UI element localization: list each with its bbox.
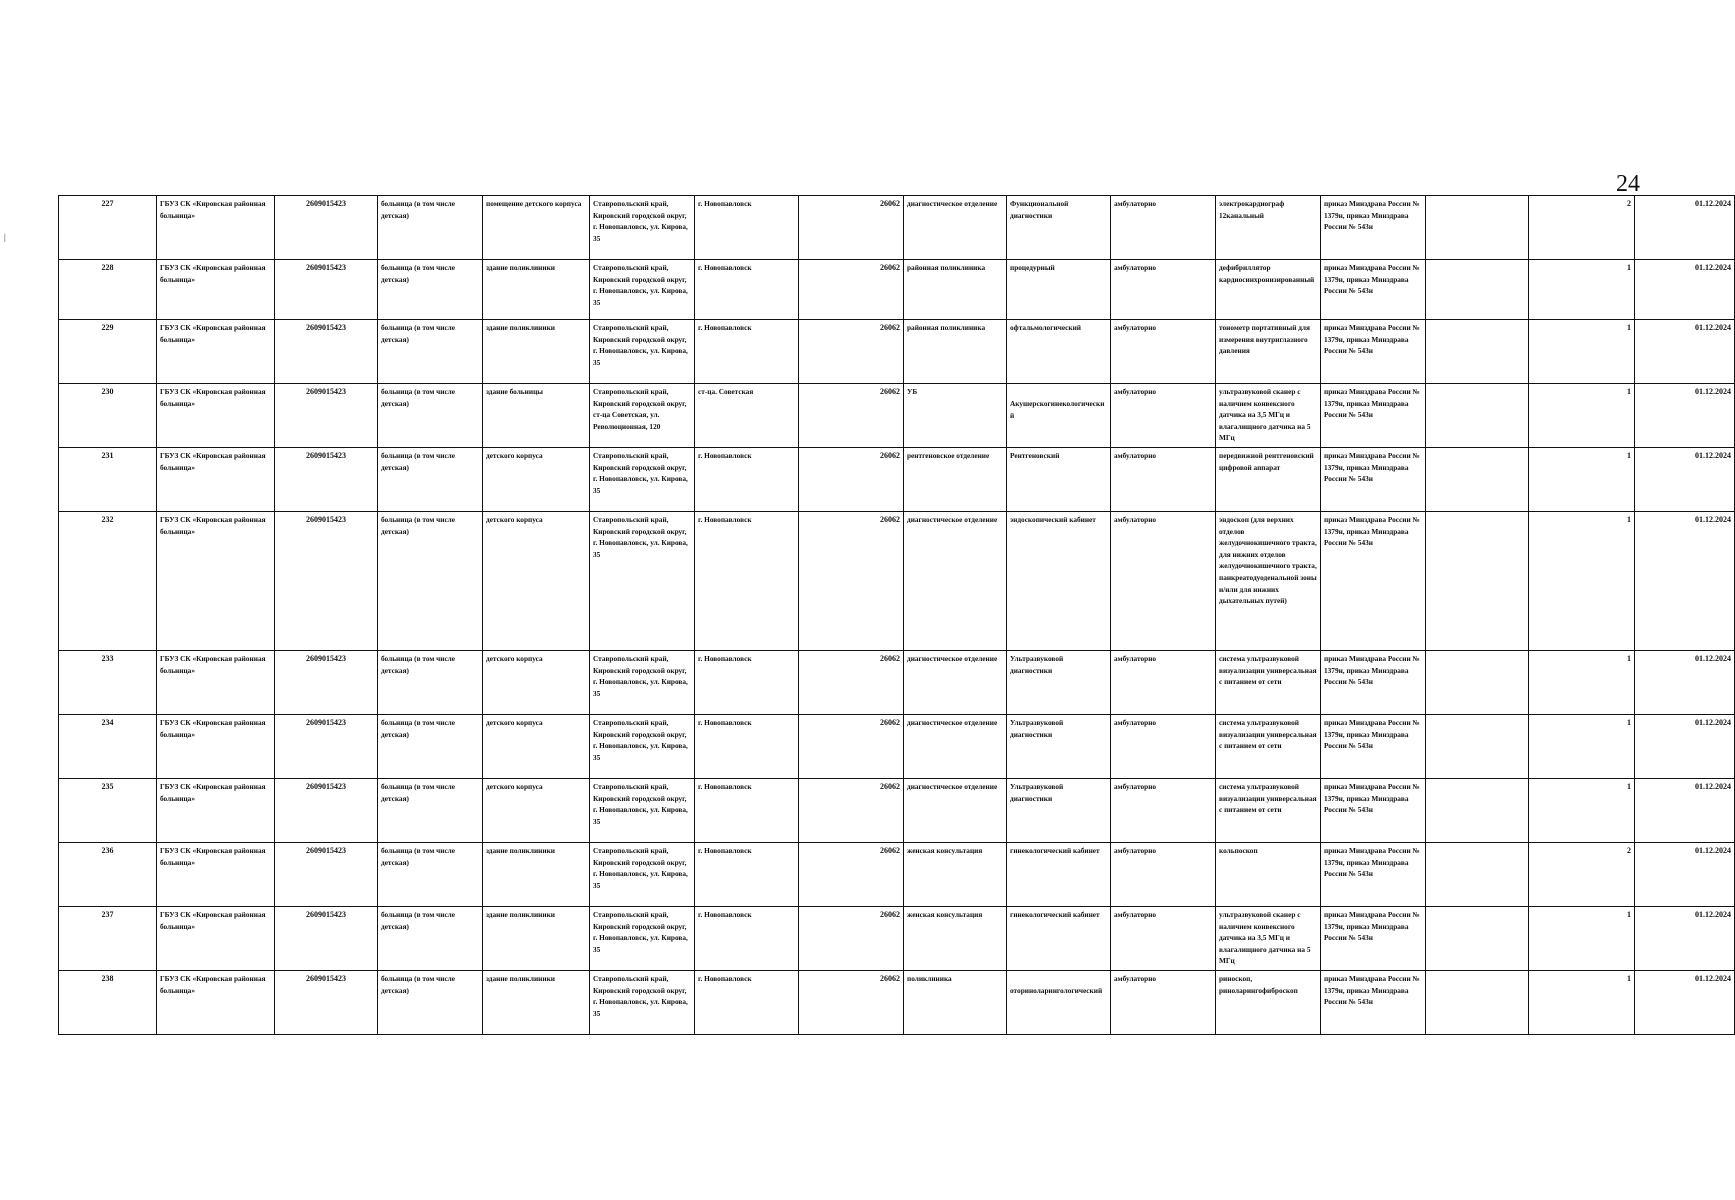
cell-unit: рентгеновское отделение xyxy=(904,448,1007,512)
cell-dept: гинекологический кабинет xyxy=(1007,843,1111,907)
cell-mode: амбулаторно xyxy=(1111,448,1216,512)
cell-extra xyxy=(1426,512,1529,651)
cell-mode: амбулаторно xyxy=(1111,779,1216,843)
cell-basis: приказ Минздрава России № 1379н, приказ Минздрава России № 543н xyxy=(1321,779,1426,843)
cell-org: ГБУЗ СК «Кировская районная больница» xyxy=(157,384,275,448)
cell-dept: оториноларингологический xyxy=(1007,971,1111,1035)
cell-building: детского корпуса xyxy=(483,779,590,843)
page-number: 24 xyxy=(1616,171,1640,197)
table-row xyxy=(59,715,1735,779)
cell-num: 234 xyxy=(59,715,157,779)
cell-inn: 2609015423 xyxy=(275,971,378,1035)
cell-equipment: система ультразвуковой визуализации универсальная с питанием от сети xyxy=(1216,651,1321,715)
cell-inn: 2609015423 xyxy=(275,651,378,715)
cell-mode: амбулаторно xyxy=(1111,512,1216,651)
cell-settlement: г. Новопавловск xyxy=(695,260,799,320)
cell-type: больница (в том числе детская) xyxy=(378,448,483,512)
cell-qty: 1 xyxy=(1529,320,1635,384)
cell-settlement: г. Новопавловск xyxy=(695,512,799,651)
cell-equipment: дефибриллятор кардиосинхронизированный xyxy=(1216,260,1321,320)
cell-inn: 2609015423 xyxy=(275,384,378,448)
cell-extra xyxy=(1426,651,1529,715)
cell-basis: приказ Минздрава России № 1379н, приказ Минздрава России № 543н xyxy=(1321,907,1426,971)
cell-settlement: г. Новопавловск xyxy=(695,651,799,715)
cell-settlement: г. Новопавловск xyxy=(695,196,799,260)
cell-code: 26062 xyxy=(799,779,904,843)
cell-settlement: г. Новопавловск xyxy=(695,843,799,907)
cell-date: 01.12.2024 xyxy=(1635,715,1735,779)
cell-equipment: тонометр портативный для измерения внутриглазного давления xyxy=(1216,320,1321,384)
cell-qty: 2 xyxy=(1529,843,1635,907)
cell-inn: 2609015423 xyxy=(275,260,378,320)
cell-dept: процедурный xyxy=(1007,260,1111,320)
cell-type: больница (в том числе детская) xyxy=(378,907,483,971)
cell-type: больница (в том числе детская) xyxy=(378,260,483,320)
cell-unit: диагностическое отделение xyxy=(904,196,1007,260)
cell-org: ГБУЗ СК «Кировская районная больница» xyxy=(157,779,275,843)
cell-unit: диагностическое отделение xyxy=(904,512,1007,651)
cell-mode: амбулаторно xyxy=(1111,907,1216,971)
cell-mode: амбулаторно xyxy=(1111,196,1216,260)
cell-mode: амбулаторно xyxy=(1111,320,1216,384)
table-row xyxy=(59,384,1735,448)
cell-basis: приказ Минздрава России № 1379н, приказ Минздрава России № 543н xyxy=(1321,384,1426,448)
cell-address: Ставропольский край, Кировский городской округ, г. Новопавловск, ул. Кирова, 35 xyxy=(590,779,695,843)
cell-qty: 1 xyxy=(1529,971,1635,1035)
cell-building: здание поликлиники xyxy=(483,971,590,1035)
cell-extra xyxy=(1426,715,1529,779)
cell-equipment: кольпоскоп xyxy=(1216,843,1321,907)
cell-settlement: г. Новопавловск xyxy=(695,971,799,1035)
cell-org: ГБУЗ СК «Кировская районная больница» xyxy=(157,320,275,384)
cell-dept: Акушерскогинекологический xyxy=(1007,384,1111,448)
cell-equipment: электрокардиограф 12канальный xyxy=(1216,196,1321,260)
cell-code: 26062 xyxy=(799,843,904,907)
cell-building: здание поликлиники xyxy=(483,320,590,384)
cell-inn: 2609015423 xyxy=(275,196,378,260)
cell-qty: 1 xyxy=(1529,260,1635,320)
cell-basis: приказ Минздрава России № 1379н, приказ Минздрава России № 543н xyxy=(1321,843,1426,907)
cell-org: ГБУЗ СК «Кировская районная больница» xyxy=(157,843,275,907)
cell-date: 01.12.2024 xyxy=(1635,196,1735,260)
cell-equipment: система ультразвуковой визуализации универсальная с питанием от сети xyxy=(1216,715,1321,779)
cell-dept: Ультразвуковой диагностики xyxy=(1007,715,1111,779)
cell-code: 26062 xyxy=(799,971,904,1035)
cell-equipment: ультразвуковой сканер с наличием конвексного датчика на 3,5 МГц и влагалищного датчика на 5 МГц xyxy=(1216,384,1321,448)
cell-num: 229 xyxy=(59,320,157,384)
cell-equipment: эндоскоп (для верхних отделов желудочнокишечного тракта, для нижних отделов желудочнокишечного тракта, панкреатодуоденальной зоны и/или для нижних дыхательных путей) xyxy=(1216,512,1321,651)
cell-mode: амбулаторно xyxy=(1111,651,1216,715)
cell-settlement: г. Новопавловск xyxy=(695,320,799,384)
cell-inn: 2609015423 xyxy=(275,512,378,651)
cell-date: 01.12.2024 xyxy=(1635,320,1735,384)
cell-type: больница (в том числе детская) xyxy=(378,715,483,779)
cell-basis: приказ Минздрава России № 1379н, приказ Минздрава России № 543н xyxy=(1321,196,1426,260)
cell-unit: женская консультация xyxy=(904,907,1007,971)
cell-unit: диагностическое отделение xyxy=(904,715,1007,779)
cell-dept: Ультразвуковой диагностики xyxy=(1007,651,1111,715)
cell-unit: диагностическое отделение xyxy=(904,779,1007,843)
cell-address: Ставропольский край, Кировский городской округ, г. Новопавловск, ул. Кирова, 35 xyxy=(590,971,695,1035)
cell-date: 01.12.2024 xyxy=(1635,907,1735,971)
cell-org: ГБУЗ СК «Кировская районная больница» xyxy=(157,512,275,651)
cell-mode: амбулаторно xyxy=(1111,715,1216,779)
cell-inn: 2609015423 xyxy=(275,779,378,843)
cell-org: ГБУЗ СК «Кировская районная больница» xyxy=(157,260,275,320)
table-row xyxy=(59,260,1735,320)
cell-date: 01.12.2024 xyxy=(1635,843,1735,907)
table-row xyxy=(59,196,1735,260)
table-row xyxy=(59,448,1735,512)
cell-num: 232 xyxy=(59,512,157,651)
cell-extra xyxy=(1426,384,1529,448)
cell-num: 230 xyxy=(59,384,157,448)
cell-num: 235 xyxy=(59,779,157,843)
cell-address: Ставропольский край, Кировский городской округ, г. Новопавловск, ул. Кирова, 35 xyxy=(590,715,695,779)
cell-address: Ставропольский край, Кировский городской округ, г. Новопавловск, ул. Кирова, 35 xyxy=(590,260,695,320)
cell-unit: УБ xyxy=(904,384,1007,448)
cell-building: детского корпуса xyxy=(483,448,590,512)
cell-equipment: система ультразвуковой визуализации универсальная с питанием от сети xyxy=(1216,779,1321,843)
cell-type: больница (в том числе детская) xyxy=(378,384,483,448)
cell-code: 26062 xyxy=(799,384,904,448)
cell-address: Ставропольский край, Кировский городской округ, г. Новопавловск, ул. Кирова, 35 xyxy=(590,907,695,971)
cell-type: больница (в том числе детская) xyxy=(378,196,483,260)
cell-org: ГБУЗ СК «Кировская районная больница» xyxy=(157,715,275,779)
cell-settlement: г. Новопавловск xyxy=(695,715,799,779)
cell-org: ГБУЗ СК «Кировская районная больница» xyxy=(157,971,275,1035)
cell-building: детского корпуса xyxy=(483,651,590,715)
cell-basis: приказ Минздрава России № 1379н, приказ Минздрава России № 543н xyxy=(1321,320,1426,384)
cell-org: ГБУЗ СК «Кировская районная больница» xyxy=(157,651,275,715)
cell-building: здание поликлиники xyxy=(483,843,590,907)
cell-qty: 1 xyxy=(1529,512,1635,651)
scan-mark: | xyxy=(4,232,6,242)
cell-mode: амбулаторно xyxy=(1111,384,1216,448)
cell-date: 01.12.2024 xyxy=(1635,971,1735,1035)
cell-address: Ставропольский край, Кировский городской округ, г. Новопавловск, ул. Кирова, 35 xyxy=(590,843,695,907)
cell-extra xyxy=(1426,843,1529,907)
cell-unit: районная поликлиника xyxy=(904,320,1007,384)
cell-code: 26062 xyxy=(799,260,904,320)
cell-extra xyxy=(1426,320,1529,384)
cell-num: 236 xyxy=(59,843,157,907)
cell-address: Ставропольский край, Кировский городской округ, г. Новопавловск, ул. Кирова, 35 xyxy=(590,512,695,651)
cell-mode: амбулаторно xyxy=(1111,260,1216,320)
cell-building: здание поликлиники xyxy=(483,260,590,320)
cell-qty: 1 xyxy=(1529,651,1635,715)
cell-unit: диагностическое отделение xyxy=(904,651,1007,715)
cell-num: 231 xyxy=(59,448,157,512)
cell-dept: Рентгеновский xyxy=(1007,448,1111,512)
table-row xyxy=(59,907,1735,971)
cell-unit: женская консультация xyxy=(904,843,1007,907)
cell-basis: приказ Минздрава России № 1379н, приказ Минздрава России № 543н xyxy=(1321,651,1426,715)
table-row xyxy=(59,512,1735,651)
cell-equipment: ультразвуковой сканер с наличием конвексного датчика на 3,5 МГц и влагалищного датчика на 5 МГц xyxy=(1216,907,1321,971)
cell-inn: 2609015423 xyxy=(275,843,378,907)
table-row xyxy=(59,843,1735,907)
cell-qty: 1 xyxy=(1529,384,1635,448)
cell-unit: районная поликлиника xyxy=(904,260,1007,320)
cell-equipment: передвижной рентгеновский цифровой аппарат xyxy=(1216,448,1321,512)
cell-num: 237 xyxy=(59,907,157,971)
cell-basis: приказ Минздрава России № 1379н, приказ Минздрава России № 543н xyxy=(1321,715,1426,779)
cell-qty: 2 xyxy=(1529,196,1635,260)
cell-dept: Ультразвуковой диагностики xyxy=(1007,779,1111,843)
cell-settlement: г. Новопавловск xyxy=(695,779,799,843)
cell-building: здание поликлиники xyxy=(483,907,590,971)
cell-building: помещение детского корпуса xyxy=(483,196,590,260)
cell-type: больница (в том числе детская) xyxy=(378,512,483,651)
cell-type: больница (в том числе детская) xyxy=(378,651,483,715)
cell-inn: 2609015423 xyxy=(275,907,378,971)
cell-extra xyxy=(1426,196,1529,260)
cell-unit: поликлиника xyxy=(904,971,1007,1035)
cell-extra xyxy=(1426,907,1529,971)
cell-basis: приказ Минздрава России № 1379н, приказ Минздрава России № 543н xyxy=(1321,512,1426,651)
table-row xyxy=(59,320,1735,384)
cell-mode: амбулаторно xyxy=(1111,971,1216,1035)
cell-settlement: ст-ца. Советская xyxy=(695,384,799,448)
cell-date: 01.12.2024 xyxy=(1635,779,1735,843)
cell-inn: 2609015423 xyxy=(275,320,378,384)
cell-extra xyxy=(1426,448,1529,512)
cell-building: детского корпуса xyxy=(483,715,590,779)
cell-org: ГБУЗ СК «Кировская районная больница» xyxy=(157,907,275,971)
cell-org: ГБУЗ СК «Кировская районная больница» xyxy=(157,448,275,512)
cell-inn: 2609015423 xyxy=(275,715,378,779)
cell-type: больница (в том числе детская) xyxy=(378,971,483,1035)
cell-qty: 1 xyxy=(1529,715,1635,779)
cell-equipment: риноскоп, риноларингофиброскоп xyxy=(1216,971,1321,1035)
cell-address: Ставропольский край, Кировский городской округ, г. Новопавловск, ул. Кирова, 35 xyxy=(590,196,695,260)
cell-code: 26062 xyxy=(799,651,904,715)
cell-date: 01.12.2024 xyxy=(1635,448,1735,512)
cell-address: Ставропольский край, Кировский городской округ, г. Новопавловск, ул. Кирова, 35 xyxy=(590,320,695,384)
cell-qty: 1 xyxy=(1529,907,1635,971)
cell-address: Ставропольский край, Кировский городской округ, ст-ца Советская, ул. Революционная, 120 xyxy=(590,384,695,448)
cell-dept: эндоскопический кабинет xyxy=(1007,512,1111,651)
cell-extra xyxy=(1426,260,1529,320)
cell-num: 233 xyxy=(59,651,157,715)
cell-date: 01.12.2024 xyxy=(1635,512,1735,651)
cell-dept: офтальмологический xyxy=(1007,320,1111,384)
cell-date: 01.12.2024 xyxy=(1635,384,1735,448)
cell-dept: гинекологический кабинет xyxy=(1007,907,1111,971)
cell-basis: приказ Минздрава России № 1379н, приказ Минздрава России № 543н xyxy=(1321,260,1426,320)
cell-date: 01.12.2024 xyxy=(1635,651,1735,715)
cell-code: 26062 xyxy=(799,512,904,651)
cell-code: 26062 xyxy=(799,715,904,779)
cell-extra xyxy=(1426,971,1529,1035)
cell-code: 26062 xyxy=(799,196,904,260)
table-row xyxy=(59,971,1735,1035)
cell-date: 01.12.2024 xyxy=(1635,260,1735,320)
cell-num: 227 xyxy=(59,196,157,260)
cell-qty: 1 xyxy=(1529,779,1635,843)
cell-settlement: г. Новопавловск xyxy=(695,907,799,971)
cell-dept: Функциональной диагностики xyxy=(1007,196,1111,260)
cell-building: здание больницы xyxy=(483,384,590,448)
cell-extra xyxy=(1426,779,1529,843)
cell-code: 26062 xyxy=(799,448,904,512)
cell-address: Ставропольский край, Кировский городской округ, г. Новопавловск, ул. Кирова, 35 xyxy=(590,651,695,715)
cell-basis: приказ Минздрава России № 1379н, приказ Минздрава России № 543н xyxy=(1321,448,1426,512)
cell-code: 26062 xyxy=(799,907,904,971)
cell-qty: 1 xyxy=(1529,448,1635,512)
cell-num: 228 xyxy=(59,260,157,320)
cell-type: больница (в том числе детская) xyxy=(378,320,483,384)
equipment-table xyxy=(58,195,1735,1035)
cell-type: больница (в том числе детская) xyxy=(378,843,483,907)
cell-building: детского корпуса xyxy=(483,512,590,651)
cell-inn: 2609015423 xyxy=(275,448,378,512)
cell-code: 26062 xyxy=(799,320,904,384)
cell-num: 238 xyxy=(59,971,157,1035)
table-row xyxy=(59,779,1735,843)
cell-address: Ставропольский край, Кировский городской округ, г. Новопавловск, ул. Кирова, 35 xyxy=(590,448,695,512)
cell-mode: амбулаторно xyxy=(1111,843,1216,907)
table-row xyxy=(59,651,1735,715)
cell-basis: приказ Минздрава России № 1379н, приказ Минздрава России № 543н xyxy=(1321,971,1426,1035)
cell-org: ГБУЗ СК «Кировская районная больница» xyxy=(157,196,275,260)
cell-settlement: г. Новопавловск xyxy=(695,448,799,512)
cell-type: больница (в том числе детская) xyxy=(378,779,483,843)
